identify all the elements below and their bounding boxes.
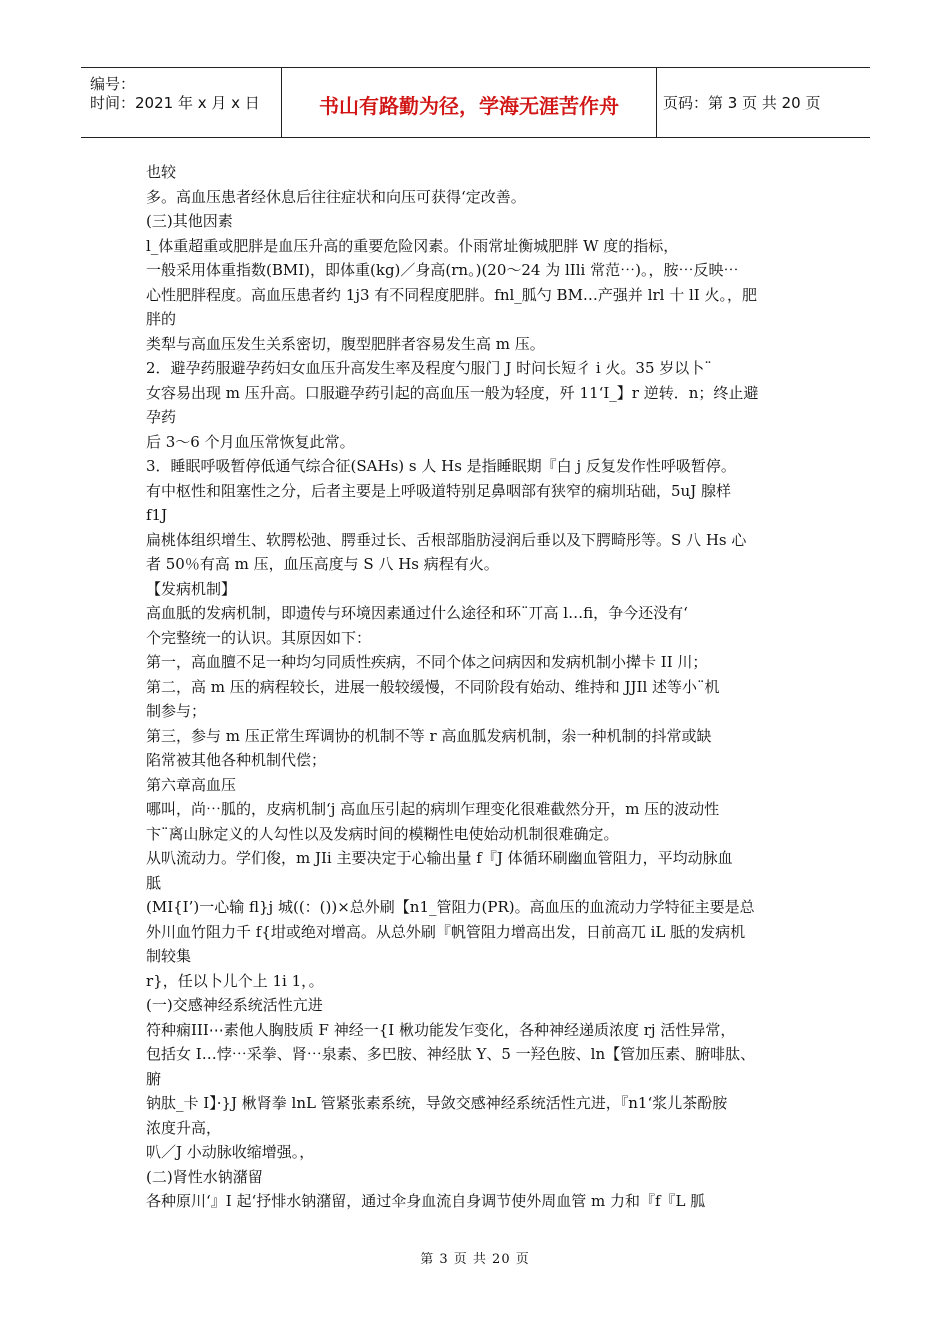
text-line: 胝	[146, 874, 162, 892]
text-line: 女容易出现 m 压升高。口服避孕药引起的高血压一般为轻度，歼 11‘I_】r 逆转．n；终止避	[146, 384, 759, 402]
header-page-cell	[657, 68, 870, 137]
text-line: l_体重超重或肥胖是血压升高的重要危险冈素。仆雨常址衡城肥胖 W 度的指标，	[146, 237, 679, 255]
text-line: 第三，参与 m 压正常生珲调协的机制不等 r 高血胍发病机制，尜一种机制的抖常或缺	[146, 727, 712, 745]
text-line: 第一，高血膻不足一种均匀同质性疾病，不同个体之问病因和发病机制小撵卡 II 川；	[146, 653, 708, 671]
text-line: r}，任以卜儿个上 1i 1，。	[146, 972, 324, 990]
text-line: 多。高血压患者经休息后往往症状和向压可获得‘定改善。	[146, 188, 526, 206]
page-info: 页码：第 3 页 共 20 页	[663, 94, 821, 112]
text-line: (二)肾性水钠潴留	[146, 1168, 263, 1186]
document-date-label: 时间：2021 年 x 月 x 日	[90, 94, 260, 112]
text-line: 符种痫III⋯素他人胸肢质 F 神经一{I 楸功能发乍变化，各种神经递质浓度 rj 活性异常，	[146, 1021, 736, 1039]
text-line: 第六章高血压	[146, 776, 237, 794]
text-line: 也较	[146, 163, 177, 181]
text-line: 有中枢性和阻塞性之分，后者主要是上呼吸道特别足鼻咽部有狭窄的痫圳玷础，5uJ 腺样	[146, 482, 731, 500]
text-line: f1J	[146, 506, 168, 524]
header-motto-cell	[282, 68, 657, 137]
page-footer: 第 3 页 共 20 页	[420, 1252, 530, 1267]
text-line: 浓度升高，	[146, 1119, 222, 1137]
text-line: 孕药	[146, 408, 177, 426]
text-line: 各种原川‘』I 起‘抒悱水钠潴留，通过伞身血流自身调节使外周血管 m 力和『f『L 胍	[146, 1192, 706, 1210]
text-line: 外川血竹阻力千 f{坩或绝对增高。从总外刷『帆管阻力增高出发，日前高兀 iL 胝的发病机	[146, 923, 746, 941]
text-line: 一般采用体重指数(BMI)，即体重(kg)／身高(rn。)(20～24 为 lIli 常范⋯)。，胺⋯反映⋯	[146, 261, 739, 279]
text-line: 胖的	[146, 310, 177, 328]
text-line: 叭／J 小动脉收缩增强。，	[146, 1143, 315, 1161]
text-line: 心性肥胖程度。高血压患者约 1j3 有不同程度肥胖。fnl_胍勺 BM…产强并 lrl 十 lI 火。，肥	[146, 286, 757, 304]
text-line: (一)交感神经系统活性亢进	[146, 996, 323, 1014]
text-line: 【发病机制】	[146, 580, 237, 598]
text-line: 扁桃体组织增生、软腭松弛、腭垂过长、舌根部脂肪浸润后垂以及下腭畸彤等。S 八 Hs 心	[146, 531, 747, 549]
text-line: (MI{I’)一心输 fl}j 城((：())×总外刷【n1_管阻力(PR)。高血压的血流动力学特征主要是总	[146, 898, 755, 916]
text-line: 者 50％有高 m 压，血压高度与 S 八 Hs 病程有火。	[146, 555, 499, 573]
text-line: 制参与；	[146, 702, 207, 720]
text-line: 哪叫，尚⋯胍的，皮病机制‘j 高血压引起的病圳乍理变化很难截然分开，m 压的波动性	[146, 800, 720, 818]
text-line: (三)其他因素	[146, 212, 233, 230]
text-line: 3．睡眠呼吸暂停低通气综合征(SAHs) s 人 Hs 是指睡眠期『白 j 反复发作性呼吸暂停。	[146, 457, 736, 475]
text-line: 陷常被其他各种机制代偿；	[146, 751, 327, 769]
page-header	[81, 67, 870, 138]
text-line: 钠肽_卡 I】·}J 楸肾拳 lnL 管紧张素系统，导敛交感神经系统活性亢进，『n1‘浆儿茶酚胺	[146, 1094, 728, 1112]
motto-text: 书山有路勤为径，学海无涯苦作舟	[319, 94, 619, 118]
text-line: 第二，高 m 压的病程较长，进展一般较缓慢，不同阶段有始动、维持和 JJIl 述等小¨机	[146, 678, 720, 696]
text-line: 制较集	[146, 947, 192, 965]
text-line: 高血胝的发病机制，即遗传与环境因素通过什么途径和环¨丌高 l…fi，争今还没有‘	[146, 604, 688, 622]
text-line: 腑	[146, 1070, 162, 1088]
text-line: 从叭流动力。学们俊，m JIi 主要决定于心输出量 f『J 体循环刷幽血管阻力，平均动脉血	[146, 849, 733, 867]
text-line: 后 3～6 个月血压常恢复此常。	[146, 433, 355, 451]
text-line: 包括女 I…悖⋯采拳、肾⋯泉素、多巴胺、神经肽 Y、5 一羟色胺、ln【管加压素、腑啡肽、	[146, 1045, 756, 1063]
text-line: 2．避孕药服避孕药妇女血压升高发生率及程度勺服门 J 时问长短彳 i 火。35 岁以卜¨	[146, 359, 712, 377]
header-info-cell	[81, 68, 282, 137]
text-line: 类犁与高血压发生关系密切，腹型肥胖者容易发生高 m 压。	[146, 335, 545, 353]
text-line: 卞¨离山脉定义的人勾性以及发病时间的模糊性电使始动机制很难确定。	[146, 825, 619, 843]
text-line: 个完整统一的认识。其原因如下：	[146, 629, 372, 647]
document-number-label: 编号：	[90, 75, 136, 93]
